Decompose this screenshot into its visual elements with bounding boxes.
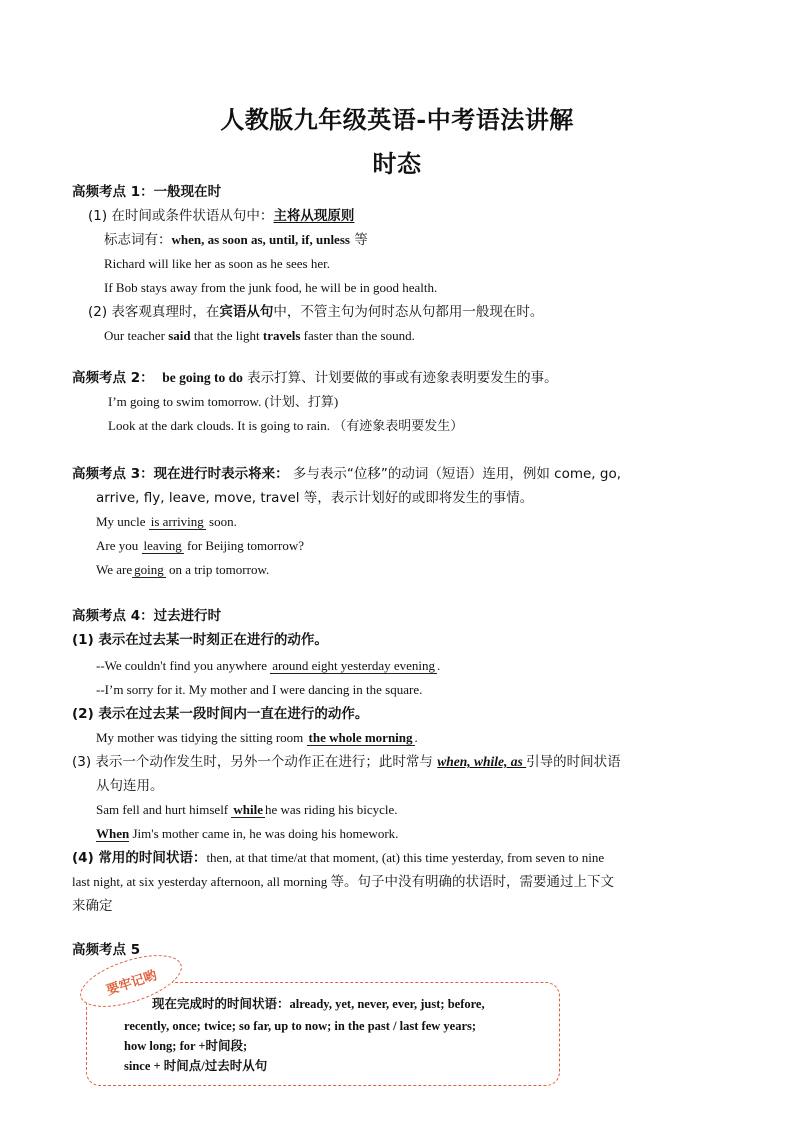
sub-4-text: last night, at six yesterday afternoon, all morning	[72, 874, 331, 889]
ex-part: Our teacher	[104, 328, 169, 343]
example-sentence: If Bob stays away from the junk food, he will be in good health.	[104, 280, 438, 295]
signal-label: 标志词有：	[104, 232, 172, 248]
sub-3-text: (3) 表示一个动作发生时，另外一个动作正在进行；此时常与	[72, 754, 438, 770]
example-sentence: --I’m sorry for it. My mother and I were dancing in the square.	[96, 682, 423, 697]
point-2-heading	[72, 368, 558, 388]
ex-part: Are you	[96, 538, 142, 553]
ex-underlined: while	[233, 802, 264, 817]
point-4-sub-2: (2) 表示在过去某一段时间内一直在进行的动作。	[72, 706, 369, 722]
example-sentence	[96, 824, 398, 844]
ex-underlined: is arriving	[150, 514, 204, 529]
point-1-item-1	[88, 206, 354, 226]
ex-part: he was riding his bicycle.	[265, 802, 398, 817]
point-1-heading: 高频考点 1：一般现在时	[72, 184, 222, 200]
ex-part: .	[414, 730, 418, 745]
example-sentence: I’m going to swim tomorrow. (计划、打算)	[108, 394, 339, 409]
ex-part: My mother was tidying the sitting room	[96, 730, 307, 745]
sub-4-text: then, at that time/at that moment, (at) this time yesterday, from seven to nine	[206, 850, 605, 865]
ex-part: that the light	[190, 328, 263, 343]
item-2-bold: 宾语从句	[219, 304, 274, 320]
example-sentence	[96, 656, 440, 676]
example-sentence: Look at the dark clouds. It is going to rain. （有迹象表明要发生）	[108, 418, 464, 433]
ex-part: We are	[96, 562, 133, 577]
sub-3-keywords: when, while, as	[437, 754, 527, 769]
document-subtitle: 时态	[372, 149, 422, 178]
item-2-text: (2) 表客观真理时，在	[88, 304, 220, 320]
ex-part: Sam fell and hurt himself	[96, 802, 232, 817]
point-2-phrase: be going to do	[162, 370, 243, 385]
point-2-label: 高频考点 2：	[72, 370, 154, 386]
point-1-item-2	[88, 302, 543, 322]
note-line: 现在完成时的时间状语：already, yet, never, ever, just; before,	[152, 997, 485, 1011]
ex-part: faster than the sound.	[300, 328, 415, 343]
ex-underlined: the whole morning	[308, 730, 413, 745]
ex-part: .	[437, 658, 441, 673]
note-line: since + 时间点/过去时从句	[124, 1059, 268, 1073]
signal-suffix: 等	[349, 232, 368, 248]
point-5-heading: 高频考点 5	[72, 942, 141, 958]
document-title: 人教版九年级英语-中考语法讲解	[220, 105, 574, 134]
sub-3-text-end: 引导的时间状语	[526, 754, 621, 770]
point-4-sub-4-cont	[72, 872, 614, 892]
signal-words-line	[104, 230, 368, 250]
ex-underlined: going	[134, 562, 164, 577]
ex-part: for Beijing tomorrow?	[183, 538, 304, 553]
ex-bold-travels: travels	[262, 328, 301, 343]
example-sentence	[96, 512, 237, 532]
example-sentence	[96, 800, 398, 820]
example-sentence	[96, 728, 418, 748]
ex-part: on a trip tomorrow.	[165, 562, 270, 577]
ex-part: Jim's mother came in, he was doing his homework.	[129, 826, 399, 841]
ex-part: My uncle	[96, 514, 149, 529]
item-1-rule: 主将从现原则	[273, 208, 355, 224]
sub-4-label: (4) 常用的时间状语：	[72, 850, 207, 866]
example-sentence	[96, 536, 304, 556]
point-3-label: 高频考点 3：现在进行时表示将来：	[72, 466, 289, 482]
ex-underlined: When	[96, 826, 130, 841]
point-4-sub-3-cont: 从句连用。	[96, 778, 164, 794]
point-4-heading: 高频考点 4：过去进行时	[72, 608, 222, 624]
point-3-desc: 多与表示“位移”的动词（短语）连用，例如 come, go,	[288, 466, 622, 482]
point-3-heading	[72, 464, 621, 484]
signal-words: when, as soon as, until, if, unless	[171, 232, 350, 247]
point-4-sub-1: (1) 表示在过去某一时刻正在进行的动作。	[72, 632, 328, 648]
point-4-sub-4-end: 来确定	[72, 898, 113, 914]
point-4-sub-4	[72, 848, 604, 868]
note-line: recently, once; twice; so far, up to now; in the past / last few years;	[124, 1019, 477, 1033]
point-3-desc-cont: arrive, fly, leave, move, travel 等，表示计划好的或即将发生的事情。	[96, 490, 534, 506]
point-2-desc: 表示打算、计划要做的事或有迹象表明要发生的事。	[242, 370, 558, 386]
ex-part: --We couldn't find you anywhere	[96, 658, 271, 673]
example-sentence: Richard will like her as soon as he sees her.	[104, 256, 330, 271]
ex-underlined: around eight yesterday evening	[272, 658, 436, 673]
ex-part: soon.	[205, 514, 237, 529]
note-line: how long; for +时间段;	[124, 1039, 248, 1053]
ex-underlined: leaving	[143, 538, 182, 553]
example-sentence	[104, 326, 415, 346]
item-1-text: (1) 在时间或条件状语从句中：	[88, 208, 274, 224]
point-4-sub-3	[72, 752, 621, 772]
example-sentence	[96, 560, 269, 580]
ex-bold-said: said	[168, 328, 191, 343]
sub-4-text-cn: 等。句子中没有明确的状语时，需要通过上下文	[330, 874, 614, 890]
item-2-text-end: 中，不管主句为何时态从句都用一般现在时。	[273, 304, 544, 320]
stamp-text: 要牢记哟	[104, 967, 159, 999]
